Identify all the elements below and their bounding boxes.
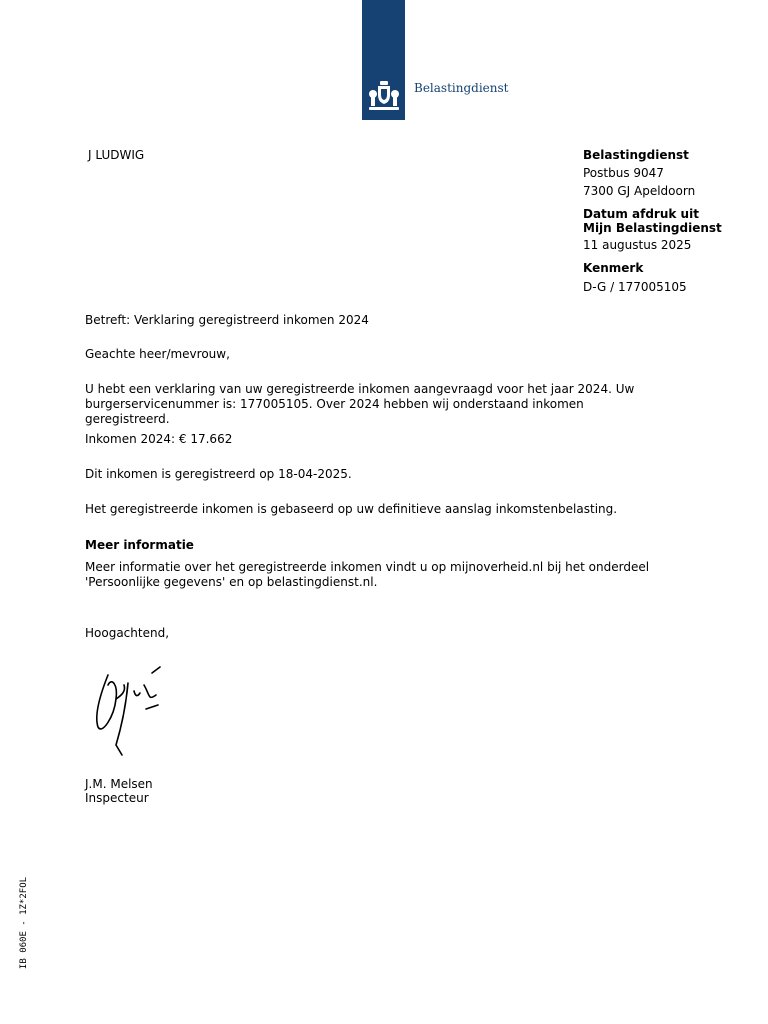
registered-date-line: Dit inkomen is geregistreerd op 18-04-2025. [85,467,352,481]
royal-crest-icon [365,80,403,112]
date-label-line2: Mijn Belastingdienst [583,221,722,235]
signature [86,655,174,767]
sender-address-line2: 7300 GJ Apeldoorn [583,184,696,198]
closing: Hoogachtend, [85,626,170,640]
signer-name: J.M. Melsen [85,777,153,791]
more-info-heading: Meer informatie [85,538,194,552]
logo-org-name: Belastingdienst [414,81,509,95]
sender-address-line1: Postbus 9047 [583,166,664,180]
sender-org: Belastingdienst [583,148,689,162]
form-code: IB 060E - 1Z*2FOL [19,876,30,970]
date-label-line1: Datum afdruk uit [583,207,699,221]
basis-line: Het geregistreerde inkomen is gebaseerd op uw definitieve aanslag inkomstenbelasting. [85,502,618,516]
signer-title: Inspecteur [85,791,149,805]
ref-label: Kenmerk [583,261,644,275]
intro-paragraph: U hebt een verklaring van uw geregistreerde inkomen aangevraagd voor het jaar 2024. Uw burgerservicenummer is: 177005105. Over 2024 hebben wij onderstaand inkomen geregistreerd. [85,382,635,426]
date-value: 11 augustus 2025 [583,238,692,252]
ref-value: D-G / 177005105 [583,280,687,294]
more-info-paragraph: Meer informatie over het geregistreerde inkomen vindt u op mijnoverheid.nl bij het onderdeel 'Persoonlijke gegevens' en op belastingdienst.nl. [85,560,650,589]
subject-line: Betreft: Verklaring geregistreerd inkomen 2024 [85,313,369,327]
income-line: Inkomen 2024: € 17.662 [85,432,233,446]
salutation: Geachte heer/mevrouw, [85,347,230,361]
recipient-name: J LUDWIG [88,148,145,162]
